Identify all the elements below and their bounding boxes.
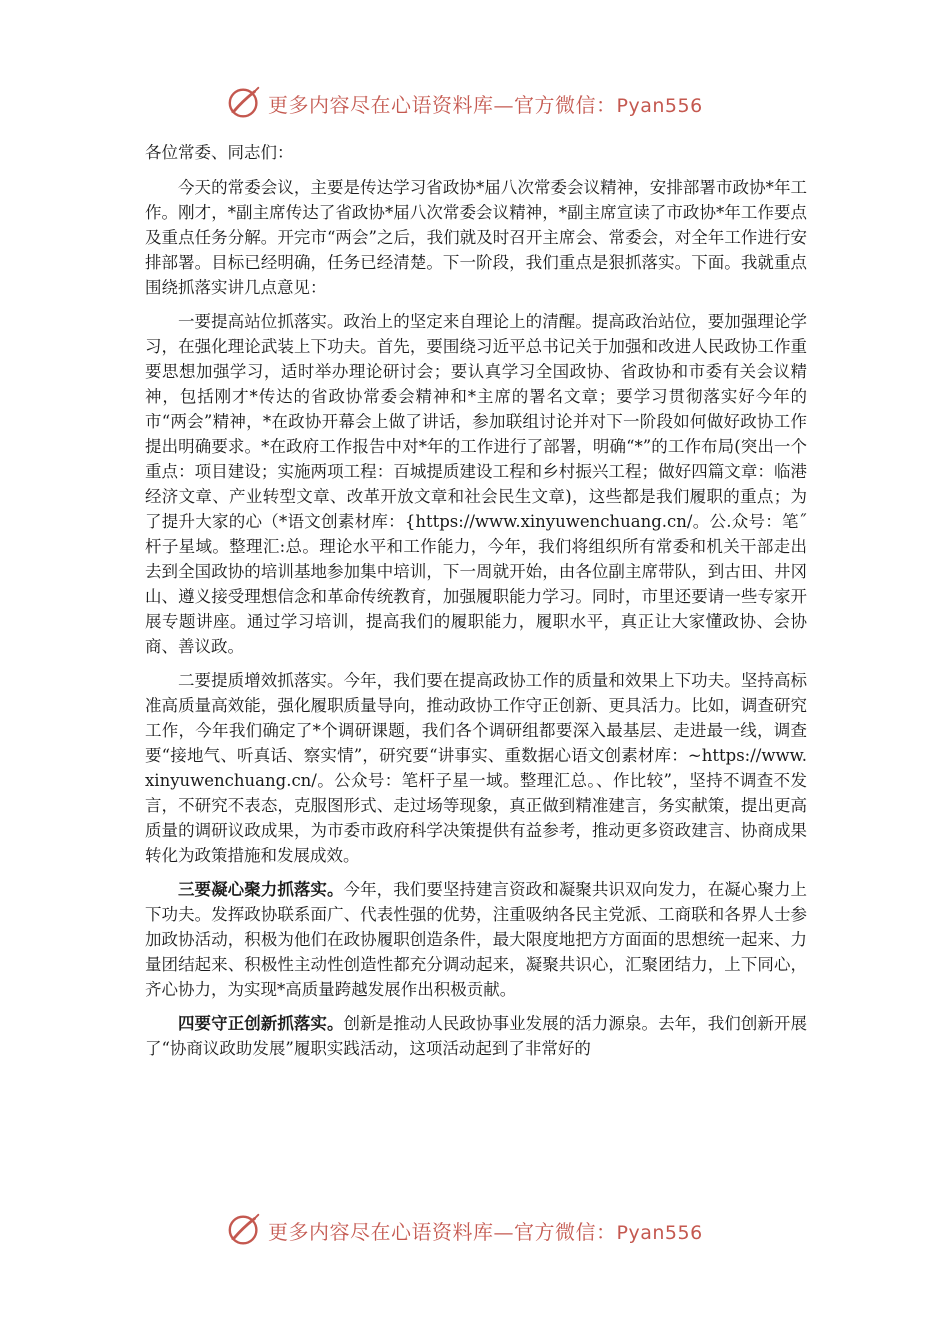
header-banner	[0, 83, 950, 123]
pen-logo-icon	[226, 84, 264, 122]
paragraph-intro: 今天的常委会议，主要是传达学习省政协*届八次常委会议精神，安排部署市政协*年工作。刚才，*副主席传达了省政协*届八次常委会议精神，*副主席宣读了市政协*年工作要点及重点任务分解。开完市“两会”之后，我们就及时召开主席会、常委会，对全年工作进行安排部署。目标已经明确，任务已经清楚。下一阶段，我们重点是狠抓落实。下面。我就重点围绕抓落实讲几点意见：	[145, 178, 807, 297]
pen-logo-icon	[226, 1211, 264, 1249]
point-3-heading: 三要凝心聚力抓落实。	[178, 880, 344, 899]
paragraph-point-2: 二要提质增效抓落实。今年，我们要在提高政协工作的质量和效果上下功夫。坚持高标准高质量高效能，强化履职质量导向，推动政协工作守正创新、更具活力。比如，调查研究工作，今年我们确定了*个调研课题，我们各个调研组都要深入最基层、走进最一线，调查要“接地气、听真话、察实情”，研究要“讲事实、重数据心语文创素材库：~https://www.xinyuwenchuang.cn/。公众号：笔杆子星一域。整理汇总。、作比较”，坚持不调查不发言，不研究不表态，克服图形式、走过场等现象，真正做到精准建言，务实献策，提出更高质量的调研议政成果，为市委市政府科学决策提供有益参考，推动更多资政建言、协商成果转化为政策措施和发展成效。	[145, 671, 807, 865]
banner-text: 更多内容尽在心语资料库—官方微信：Pyan556	[268, 92, 703, 117]
paragraph-point-4: 四要守正创新抓落实。创新是推动人民政协事业发展的活力源泉。去年，我们创新开展了“协商议政助发展”履职实践活动，这项活动起到了非常好的	[145, 1014, 808, 1058]
banner-text: 更多内容尽在心语资料库—官方微信：Pyan556	[268, 1219, 703, 1244]
paragraph-point-1: 一要提高站位抓落实。政治上的坚定来自理论上的清醒。提高政治站位，要加强理论学习，在强化理论武装上下功夫。首先，要围绕习近平总书记关于加强和改进人民政协工作重要思想加强学习，适时举办理论研讨会；要认真学习全国政协、省政协和市委有关会议精神，包括刚才*传达的省政协常委会精神和*主席的署名文章；要学习贯彻落实好今年的市“两会”精神，*在政协开幕会上做了讲话，参加联组讨论并对下一阶段如何做好政协工作提出明确要求。*在政府工作报告中对*年的工作进行了部署，明确“*”的工作布局(突出一个重点：项目建设；实施两项工程：百城提质建设工程和乡村振兴工程；做好四篇文章：临港经济文章、产业转型文章、改革开放文章和社会民生文章)，这些都是我们履职的重点；为了提升大家的心（*语文创素材库：{https://www.xinyuwenchuang.cn/。公.众号：笔˝杆子星域。整理汇:总。理论水平和工作能力，今年，我们将组织所有常委和机关干部走出去到全国政协的培训基地参加集中培训，下一周就开始，由各位副主席带队，到古田、井冈山、遵义接受理想信念和革命传统教育，加强履职能力学习。同时，市里还要请一些专家开展专题讲座。通过学习培训，提高我们的履职能力，履职水平，真正让大家懂政协、会协商、善议政。	[145, 312, 807, 656]
paragraph-point-3: 三要凝心聚力抓落实。今年，我们要坚持建言资政和凝聚共识双向发力，在凝心聚力上下功夫。发挥政协联系面广、代表性强的优势，注重吸纳各民主党派、工商联和各界人士参加政协活动，积极为他们在政协履职创造条件，最大限度地把方方面面的思想统一起来、力量团结起来、积极性主动性创造性都充分调动起来，凝聚共识心，汇聚团结力，上下同心，齐心协力，为实现*高质量跨越发展作出积极贡献。	[145, 880, 808, 999]
point-4-heading: 四要守正创新抓落实。	[178, 1014, 344, 1033]
salutation: 各位常委、同志们：	[145, 143, 294, 162]
footer-banner	[0, 1210, 950, 1250]
document-body	[145, 140, 807, 1070]
